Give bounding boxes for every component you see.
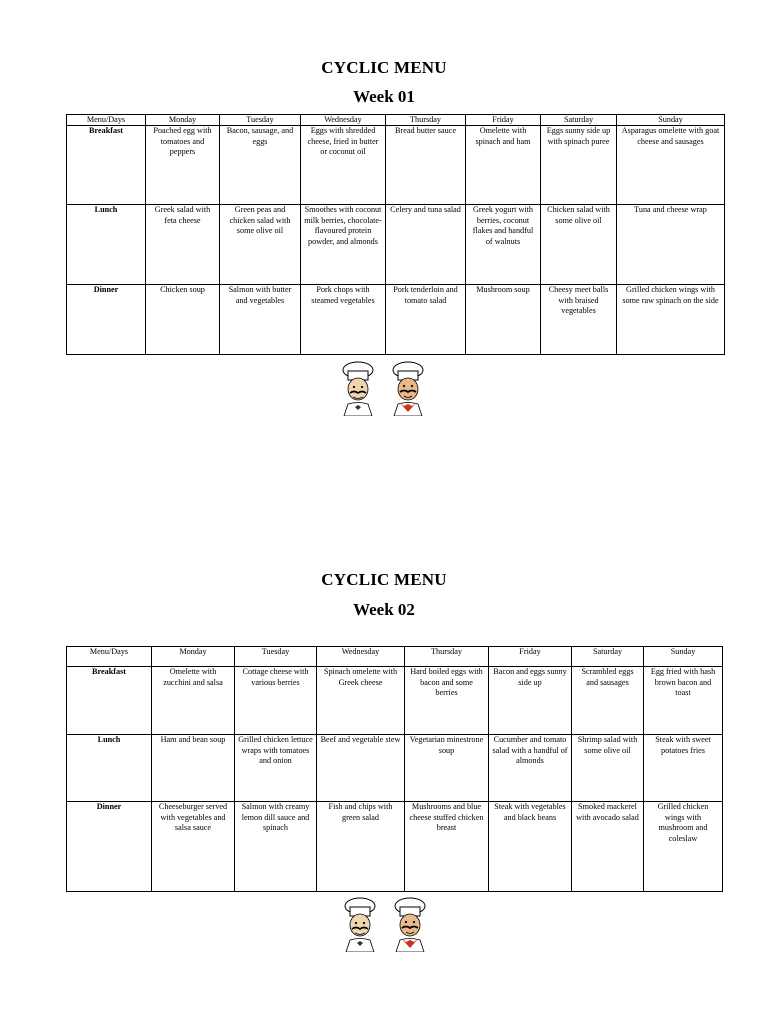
- menu-cell: Omelette with zucchini and salsa: [152, 667, 235, 735]
- menu-cell: Bread butter sauce: [386, 126, 466, 205]
- menu-cell: Grilled chicken lettuce wraps with tomatoes and onion: [235, 735, 317, 802]
- menu-cell: Smoothes with coconut milk berries, chocolate-flavoured protein powder, and almonds: [301, 205, 386, 285]
- menu-cell: Salmon with creamy lemon dill sauce and spinach: [235, 802, 317, 892]
- menu-cell: Poached egg with tomatoes and peppers: [146, 126, 220, 205]
- week1-subtitle: Week 01: [353, 87, 415, 106]
- menu-cell: Pork tenderloin and tomato salad: [386, 285, 466, 355]
- header-cell: Sunday: [644, 647, 723, 667]
- week2-title: CYCLIC MENU: [321, 570, 447, 589]
- table-header-row: [67, 115, 725, 126]
- menu-cell: Ham and bean soup: [152, 735, 235, 802]
- row-label: Lunch: [67, 205, 146, 285]
- menu-cell: Smoked mackerel with avocado salad: [572, 802, 644, 892]
- menu-cell: Chicken soup: [146, 285, 220, 355]
- menu-cell: Celery and tuna salad: [386, 205, 466, 285]
- header-cell: Tuesday: [235, 647, 317, 667]
- table-row: [67, 802, 723, 892]
- menu-cell: Mushrooms and blue cheese stuffed chicken breast: [405, 802, 489, 892]
- menu-cell: Fish and chips with green salad: [317, 802, 405, 892]
- menu-cell: Greek yogurt with berries, coconut flakes and handful of walnuts: [466, 205, 541, 285]
- menu-cell: Hard boiled eggs with bacon and some berries: [405, 667, 489, 735]
- header-cell: Monday: [146, 115, 220, 126]
- header-cell: Friday: [489, 647, 572, 667]
- menu-cell: Cheesy meet balls with braised vegetables: [541, 285, 617, 355]
- menu-cell: Asparagus omelette with goat cheese and sausages: [617, 126, 725, 205]
- header-cell: Menu/Days: [67, 647, 152, 667]
- row-label: Dinner: [67, 285, 146, 355]
- row-label: Dinner: [67, 802, 152, 892]
- menu-cell: Chicken salad with some olive oil: [541, 205, 617, 285]
- chef-right-icon: [393, 362, 423, 416]
- menu-cell: Bacon and eggs sunny side up: [489, 667, 572, 735]
- chef-left-icon: [343, 362, 373, 416]
- row-label: Breakfast: [67, 667, 152, 735]
- header-cell: Monday: [152, 647, 235, 667]
- menu-cell: Bacon, sausage, and eggs: [220, 126, 301, 205]
- header-cell: Tuesday: [220, 115, 301, 126]
- row-label: Breakfast: [67, 126, 146, 205]
- menu-cell: Cucumber and tomato salad with a handful of almonds: [489, 735, 572, 802]
- menu-cell: Tuna and cheese wrap: [617, 205, 725, 285]
- week1-menu-table: [66, 114, 725, 355]
- row-label: Lunch: [67, 735, 152, 802]
- menu-cell: Eggs sunny side up with spinach puree: [541, 126, 617, 205]
- menu-cell: Steak with vegetables and black beans: [489, 802, 572, 892]
- menu-cell: Vegetarian minestrone soup: [405, 735, 489, 802]
- header-cell: Sunday: [617, 115, 725, 126]
- menu-cell: Pork chops with steamed vegetables: [301, 285, 386, 355]
- header-cell: Wednesday: [317, 647, 405, 667]
- menu-cell: Shrimp salad with some olive oil: [572, 735, 644, 802]
- menu-cell: Mushroom soup: [466, 285, 541, 355]
- menu-cell: Scrambled eggs and sausages: [572, 667, 644, 735]
- menu-cell: Salmon with butter and vegetables: [220, 285, 301, 355]
- chef-pair-icon: [336, 896, 436, 952]
- chef-left-icon: [345, 898, 375, 952]
- week2-subtitle: Week 02: [353, 600, 415, 619]
- menu-cell: Eggs with shredded cheese, fried in butter or coconut oil: [301, 126, 386, 205]
- table-header-row: [67, 647, 723, 667]
- table-row: [67, 735, 723, 802]
- menu-cell: Egg fried with hash brown bacon and toast: [644, 667, 723, 735]
- menu-cell: Beef and vegetable stew: [317, 735, 405, 802]
- header-cell: Friday: [466, 115, 541, 126]
- menu-cell: Cottage cheese with various berries: [235, 667, 317, 735]
- table-row: [67, 126, 725, 205]
- table-row: [67, 667, 723, 735]
- menu-cell: Green peas and chicken salad with some olive oil: [220, 205, 301, 285]
- header-cell: Saturday: [541, 115, 617, 126]
- header-cell: Saturday: [572, 647, 644, 667]
- header-cell: Wednesday: [301, 115, 386, 126]
- menu-cell: Spinach omelette with Greek cheese: [317, 667, 405, 735]
- header-cell: Thursday: [405, 647, 489, 667]
- menu-cell: Cheeseburger served with vegetables and salsa sauce: [152, 802, 235, 892]
- week2-menu-table: [66, 646, 723, 892]
- menu-cell: Greek salad with feta cheese: [146, 205, 220, 285]
- table-row: [67, 285, 725, 355]
- chef-right-icon: [395, 898, 425, 952]
- week1-title: CYCLIC MENU: [321, 58, 447, 77]
- menu-cell: Grilled chicken wings with some raw spinach on the side: [617, 285, 725, 355]
- table-row: [67, 205, 725, 285]
- header-cell: Menu/Days: [67, 115, 146, 126]
- menu-cell: Steak with sweet potatoes fries: [644, 735, 723, 802]
- menu-cell: Omelette with spinach and ham: [466, 126, 541, 205]
- menu-cell: Grilled chicken wings with mushroom and coleslaw: [644, 802, 723, 892]
- chef-pair-icon: [334, 360, 434, 416]
- header-cell: Thursday: [386, 115, 466, 126]
